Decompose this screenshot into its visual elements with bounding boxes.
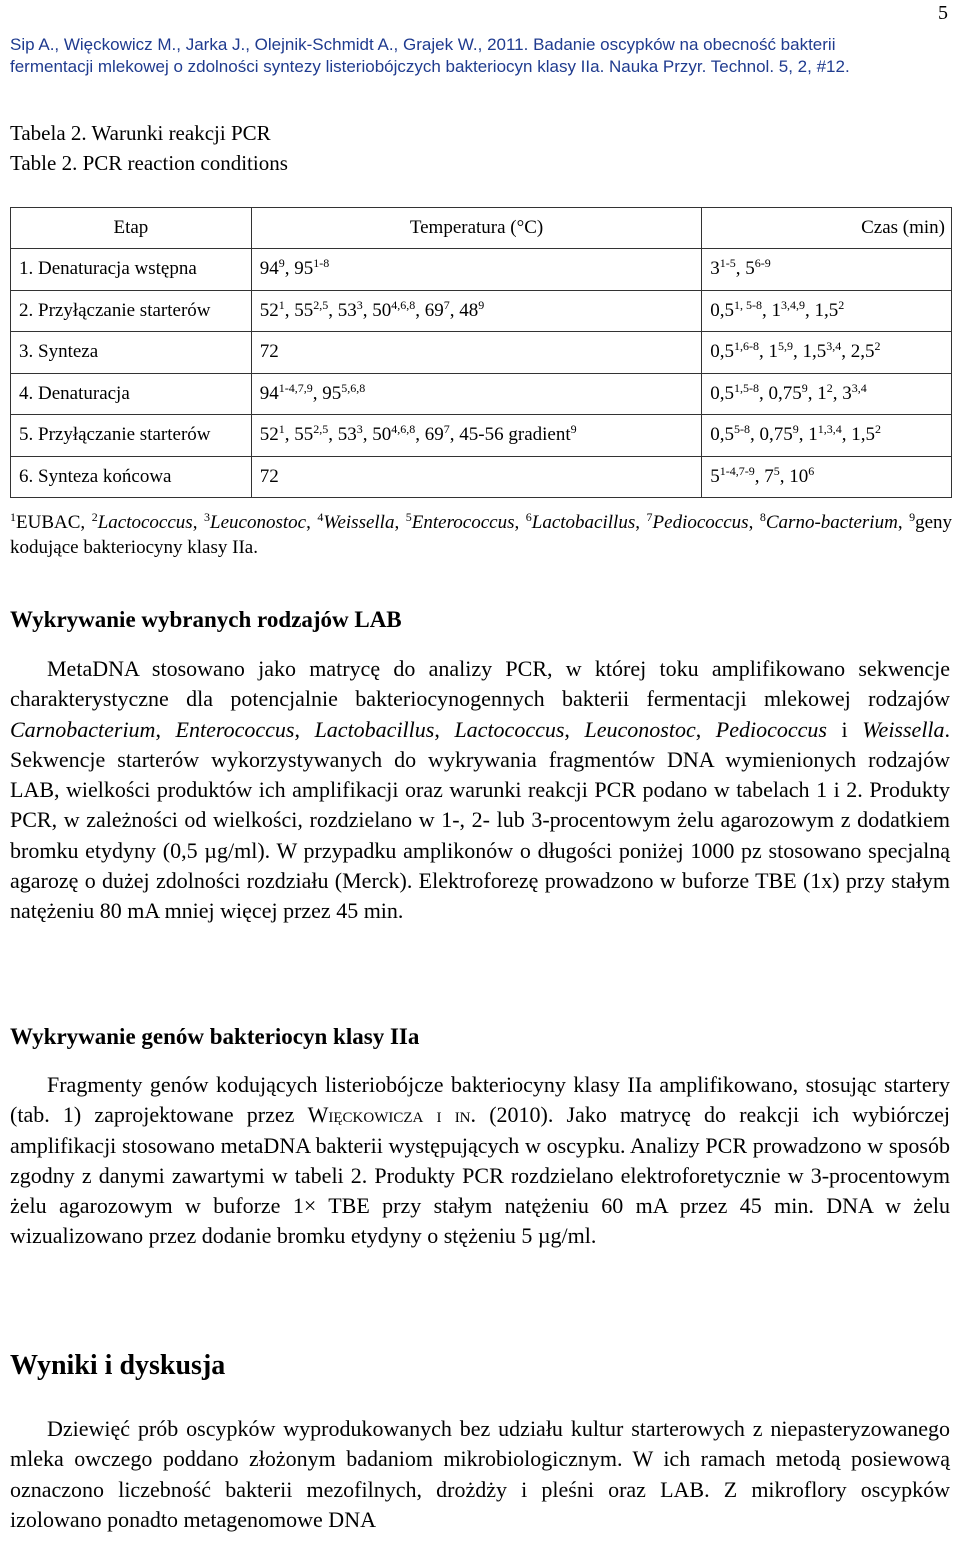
separator: , xyxy=(564,716,585,742)
cell-time: 0,5$^{1,5-8}$, 0,75$^9$, $1^2$, 3$^{3,4}$ xyxy=(702,373,952,415)
superscript-ref: 9 xyxy=(801,380,808,395)
footnote-term: Leuconostoc xyxy=(210,512,307,533)
footnote-term: Weissella xyxy=(323,512,395,533)
cell-step: 3. Synteza xyxy=(11,332,252,374)
footnote-marker: 2 xyxy=(91,510,98,524)
separator: , xyxy=(434,716,455,742)
genera-list xyxy=(10,717,945,742)
paragraph-text: Fragmenty genów kodujących listeriobójcze bakteriocyny klasy IIa amplifikowano, stosując startery (tab. 1) zaprojektowane przez xyxy=(10,1072,950,1128)
section-paragraph-bacteriocin-genes xyxy=(10,1070,950,1252)
genus-name: Weissella xyxy=(862,716,945,742)
value: 50 xyxy=(372,424,392,446)
value: 10 xyxy=(789,465,809,487)
value: 45-56 gradient xyxy=(459,424,571,446)
cell-time: 0,5$^{1, 5-8}$, 1$^{3,4,9}$, $1,5^2$ xyxy=(702,290,952,332)
header-step: Etap xyxy=(11,208,252,249)
superscript-ref: 9 xyxy=(792,422,799,437)
superscript-ref: 1-5 xyxy=(719,256,736,271)
section-heading-lab: Wykrywanie wybranych rodzajów LAB xyxy=(10,607,402,632)
value: 55 xyxy=(294,424,314,446)
cell-temperature xyxy=(251,332,701,374)
superscript-ref: 5-8 xyxy=(734,422,751,437)
table-row xyxy=(11,415,952,457)
value: 5 xyxy=(710,465,720,487)
footnote-marker: 4 xyxy=(317,510,324,524)
superscript-ref: 3,4 xyxy=(826,339,842,354)
cell-time: 0,5$^{1,6-8}$, 1$^{5,9}$, 1,5$^{3,4}$, $2,5^2$ xyxy=(702,332,952,374)
value: 55 xyxy=(294,299,314,321)
cell-temperature xyxy=(251,456,701,498)
table-row xyxy=(11,290,952,332)
value: 52 xyxy=(259,424,279,446)
value: 1,5 xyxy=(802,341,827,363)
pcr-conditions-table xyxy=(10,207,952,498)
superscript-ref: 1-4,7-9 xyxy=(719,463,755,478)
cell-time: 5$^{1-4,7-9}$, $7^5$, $10^6$ xyxy=(702,456,952,498)
cell-step: 4. Denaturacja xyxy=(11,373,252,415)
cell-temperature: $52^1$, 55$^{2,5}$, $53^3$, 50$^{4,6,8}$, $69^7$, 45-56 gradient$^9$ xyxy=(251,415,701,457)
value: 1 xyxy=(768,341,779,363)
footnote-marker: 5 xyxy=(405,510,412,524)
table-header-row xyxy=(11,208,952,249)
value: 53 xyxy=(337,424,357,446)
genus-name: Lactococcus xyxy=(454,716,565,742)
superscript-ref: 5 xyxy=(773,463,780,478)
table-row xyxy=(11,332,952,374)
value: 1,5 xyxy=(814,299,839,321)
superscript-ref: 9 xyxy=(570,422,577,437)
superscript-ref: 2 xyxy=(874,339,881,354)
superscript-ref: 1, 5-8 xyxy=(734,297,763,312)
superscript-ref: 5,9 xyxy=(778,339,794,354)
table-footnote: $^1$EUBAC, $^2$Lactococcus, $^3$Leuconostoc, $^4$Weissella, $^5$Enterococcus, $^6$Lactobacillus, $^7$Pediococcus, $^8$Carno-bacterium, $^9$geny kodujące bakteriocyny klasy IIa. xyxy=(10,510,953,558)
superscript-ref: 1-4,7,9 xyxy=(278,380,313,395)
cell-step: 5. Przyłączanie starterów xyxy=(11,415,252,457)
paragraph-text: MetaDNA stosowano jako matrycę do analizy PCR, w której toku amplifikowano sekwencje charakterystyczne dla potencjalnie bakteriocynogennych bakterii fermentacji mlekowej rodzajów xyxy=(10,656,950,712)
footnote-marker: 6 xyxy=(525,510,532,524)
footnote-marker: 7 xyxy=(646,510,653,524)
header-time: Czas (min) xyxy=(702,208,952,249)
value: 1 xyxy=(817,382,827,404)
genus-name: Leuconostoc xyxy=(584,716,696,742)
value: 1 xyxy=(771,299,782,321)
superscript-ref: 9 xyxy=(478,297,485,312)
superscript-ref: 2 xyxy=(826,380,833,395)
superscript-ref: 1,5-8 xyxy=(734,380,760,395)
superscript-ref: 4,6,8 xyxy=(391,297,416,312)
superscript-ref: 3,4 xyxy=(851,380,867,395)
footnote-term: Lactococcus xyxy=(97,512,193,533)
paragraph-text: . Sekwencje starterów wykorzystywanych do wykrywania fragmentów DNA wymienionych rodzajów LAB, wielkości produktów ich amplifikacji oraz warunki reakcji PCR podano w tabelach 1 i 2. Produkty PCR, w zależności od wielkości, rozdzielano w 1-, 2- lub 3-procentowym żelu agarozowym z dodatkiem bromku etydyny (0,5 µg/ml). W przypadku amplikonów o długości poniżej 1000 pz stosowano specjalną agarozę o dużej zdolności rozdziału (Merck). Elektroforezę prowadzono w buforze TBE (1x) przy stałym natężeniu 80 mA mniej więcej przez 45 min. xyxy=(10,716,951,924)
page-number: 5 xyxy=(938,2,948,24)
citation-header[interactable] xyxy=(10,34,955,78)
superscript-ref: 1 xyxy=(278,297,285,312)
section-heading-results: Wyniki i dyskusja xyxy=(10,1350,226,1381)
footnote-term: Pediococcus xyxy=(652,512,749,533)
section-paragraph-lab xyxy=(10,654,950,927)
section-paragraph-results xyxy=(10,1414,950,1535)
value: 48 xyxy=(459,299,479,321)
value: 1 xyxy=(808,424,818,446)
superscript-ref: 4,6,8 xyxy=(391,422,416,437)
table-row xyxy=(11,249,952,291)
cited-authors: Więckowicza i in. xyxy=(307,1102,477,1128)
value: 94 xyxy=(259,382,279,404)
table-caption-pl: Tabela 2. Warunki reakcji PCR xyxy=(10,121,271,145)
value: 0,75 xyxy=(768,382,802,404)
value: 94 xyxy=(259,258,279,280)
value: 7 xyxy=(764,465,774,487)
cell-step: 1. Denaturacja wstępna xyxy=(11,249,252,291)
genus-name: Lactobacillus xyxy=(314,716,435,742)
section-heading-bacteriocin-genes: Wykrywanie genów bakteriocyn klasy IIa xyxy=(10,1024,420,1049)
footnote-term: Carno-bacterium xyxy=(765,512,898,533)
value: 69 xyxy=(424,299,444,321)
footnote-term: EUBAC xyxy=(16,512,81,533)
separator: , xyxy=(695,716,716,742)
superscript-ref: 7 xyxy=(443,297,450,312)
value: 3 xyxy=(710,258,720,280)
genus-name: Carnobacterium xyxy=(10,716,156,742)
value: 72 xyxy=(259,465,279,487)
superscript-ref: 1,3,4 xyxy=(817,422,842,437)
superscript-ref: 7 xyxy=(443,422,450,437)
citation-line-2: fermentacji mlekowej o zdolności syntezy listeriobójczych bakteriocyn klasy IIa. Nauka Przyr. Technol. 5, 2, #12. xyxy=(10,57,850,76)
cell-step: 2. Przyłączanie starterów xyxy=(11,290,252,332)
table-row xyxy=(11,456,952,498)
superscript-ref: 1,6-8 xyxy=(734,339,760,354)
value: 0,5 xyxy=(710,382,735,404)
superscript-ref: 1 xyxy=(278,422,285,437)
footnote-term: Enterococcus xyxy=(411,512,515,533)
value: 0,75 xyxy=(759,424,793,446)
value: 69 xyxy=(424,424,444,446)
superscript-ref: 6 xyxy=(808,463,815,478)
value: 52 xyxy=(259,299,279,321)
paragraph-text: Dziewięć prób oscypków wyprodukowanych bez udziału kultur starterowych z niepasteryzowanego mleka owczego poddano złożonym badaniom mikrobiologicznym. W ich ramach metodą posiewową oznaczono liczebność bakterii mezofilnych, drożdży i pleśni oraz LAB. Z mikroflory oscypków izolowano ponadto metagenomowe DNA xyxy=(10,1416,950,1532)
table-caption-en: Table 2. PCR reaction conditions xyxy=(10,151,288,175)
citation-line-1: Sip A., Więckowicz M., Jarka J., Olejnik-Schmidt A., Grajek W., 2011. Badanie oscypków na obecność bakterii xyxy=(10,35,836,54)
table-row xyxy=(11,373,952,415)
footnote-marker: 3 xyxy=(204,510,211,524)
value: 1,5 xyxy=(851,424,876,446)
value: 3 xyxy=(842,382,852,404)
genus-name: Enterococcus xyxy=(175,716,295,742)
cell-time: 3$^{1-5}$, 5$^{6-9}$ xyxy=(702,249,952,291)
genus-name: Pediococcus xyxy=(715,716,827,742)
superscript-ref: 5,6,8 xyxy=(341,380,366,395)
separator: , xyxy=(294,716,315,742)
superscript-ref: 3,4,9 xyxy=(781,297,806,312)
value: 5 xyxy=(745,258,755,280)
footnote-marker: 8 xyxy=(759,510,766,524)
separator: i xyxy=(826,716,863,742)
value: 0,5 xyxy=(710,424,735,446)
value: 2,5 xyxy=(850,341,875,363)
cell-temperature: $52^1$, 55$^{2,5}$, $53^3$, 50$^{4,6,8}$, $69^7$, $48^9$ xyxy=(251,290,701,332)
superscript-ref: 2,5 xyxy=(313,297,329,312)
cell-step: 6. Synteza końcowa xyxy=(11,456,252,498)
value: 72 xyxy=(259,341,279,363)
footnote-term: Lactobacillus xyxy=(531,512,636,533)
value: 0,5 xyxy=(710,299,735,321)
cell-temperature: 94$^{1-4,7,9}$, 95$^{5,6,8}$ xyxy=(251,373,701,415)
superscript-ref: 3 xyxy=(356,422,363,437)
superscript-ref: 2 xyxy=(838,297,845,312)
value: 53 xyxy=(337,299,357,321)
superscript-ref: 6-9 xyxy=(754,256,771,271)
superscript-ref: 3 xyxy=(356,297,363,312)
cell-time: 0,5$^{5-8}$, 0,75$^9$, 1$^{1,3,4}$, $1,5^2$ xyxy=(702,415,952,457)
separator: , xyxy=(155,716,176,742)
value: 50 xyxy=(372,299,392,321)
superscript-ref: 2 xyxy=(875,422,882,437)
value: 0,5 xyxy=(710,341,735,363)
superscript-ref: 1-8 xyxy=(313,256,330,271)
footnote-marker: 9 xyxy=(909,510,916,524)
header-temperature: Temperatura (°C) xyxy=(251,208,701,249)
cell-temperature: $94^9$, 95$^{1-8}$ xyxy=(251,249,701,291)
footnote-term: geny kodujące bakteriocyny klasy IIa. xyxy=(10,512,953,558)
value: 95 xyxy=(294,258,314,280)
superscript-ref: 9 xyxy=(278,256,285,271)
footnote-marker: 1 xyxy=(10,510,16,524)
value: 95 xyxy=(322,382,342,404)
superscript-ref: 2,5 xyxy=(313,422,329,437)
paragraph-text: (2010). Jako matrycę do reakcji ich wybiórczej amplifikacji stosowano metaDNA bakterii występujących w oscypku. Analizy PCR prowadzono w sposób zgodny z danymi zawartymi w tabeli 2. Produkty PCR rozdzielano elektroforetycznie w 3-procentowym żelu agarozowym w buforze 1× TBE przy stałym natężeniu 60 mA przez 45 min. DNA w żelu wizualizowano przez dodanie bromku etydyny o stężeniu 5 µg/ml. xyxy=(10,1102,951,1249)
